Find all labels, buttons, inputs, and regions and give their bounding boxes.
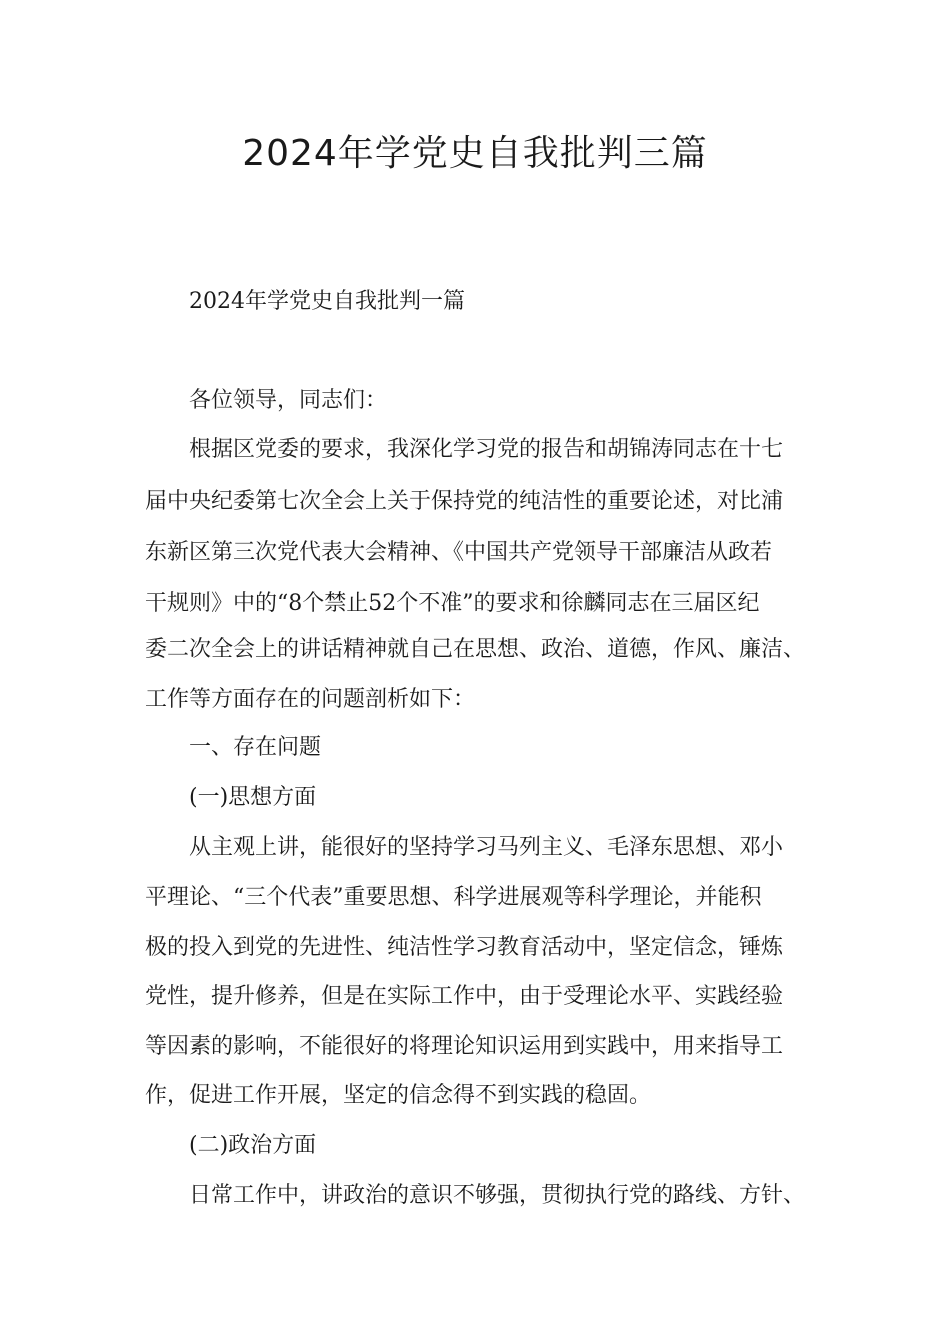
subsection-1-heading: (一)思想方面	[189, 785, 317, 810]
document-title: 2024年学党史自我批判三篇	[242, 133, 708, 174]
paragraph-1-line-6: 工作等方面存在的问题剖析如下：	[145, 687, 476, 712]
paragraph-1-line-4: 干规则》中的“8个禁止52个不准”的要求和徐麟同志在三届区纪	[145, 591, 760, 616]
paragraph-1-line-5: 委二次全会上的讲话精神就自己在思想、政治、道德，作风、廉洁、	[145, 637, 806, 662]
subsection-2-heading: (二)政治方面	[189, 1133, 317, 1158]
paragraph-2-line-2: 平理论、“三个代表”重要思想、科学进展观等科学理论，并能积	[145, 885, 762, 910]
paragraph-2-line-6: 作，促进工作开展，坚定的信念得不到实践的稳固。	[145, 1083, 652, 1108]
document-subtitle: 2024年学党史自我批判一篇	[189, 289, 465, 314]
paragraph-2-line-5: 等因素的影响，不能很好的将理论知识运用到实践中，用来指导工	[145, 1034, 784, 1059]
paragraph-2-line-1: 从主观上讲，能很好的坚持学习马列主义、毛泽东思想、邓小	[189, 835, 784, 860]
paragraph-2-line-3: 极的投入到党的先进性、纯洁性学习教育活动中，坚定信念，锤炼	[145, 935, 784, 960]
paragraph-1-line-2: 届中央纪委第七次全会上关于保持党的纯洁性的重要论述，对比浦	[145, 489, 784, 514]
paragraph-2-line-4: 党性，提升修养，但是在实际工作中，由于受理论水平、实践经验	[145, 984, 784, 1009]
paragraph-1-line-1: 根据区党委的要求，我深化学习党的报告和胡锦涛同志在十七	[189, 437, 784, 462]
section-1-heading: 一、存在问题	[189, 735, 322, 760]
greeting-line: 各位领导，同志们：	[189, 388, 388, 413]
paragraph-1-line-3: 东新区第三次党代表大会精神、《中国共产党领导干部廉洁从政若	[145, 540, 773, 565]
paragraph-3-line-1: 日常工作中，讲政治的意识不够强，贯彻执行党的路线、方针、	[189, 1183, 806, 1208]
